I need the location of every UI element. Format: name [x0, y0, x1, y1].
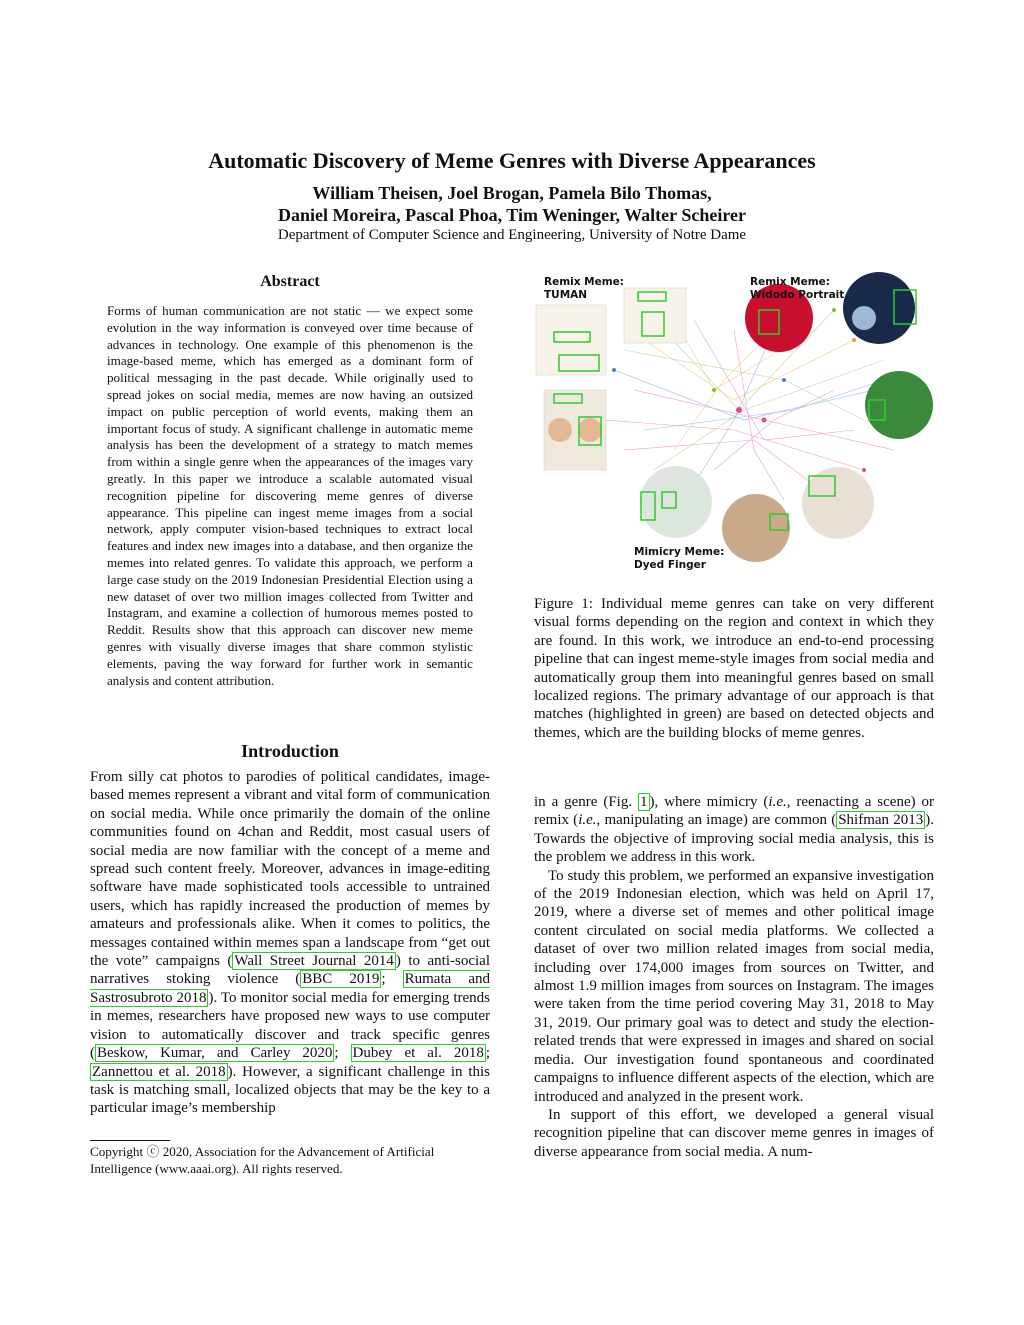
label-widodo-line-1: Remix Meme:: [750, 276, 831, 288]
citation-separator: ;: [485, 1045, 490, 1062]
body-text-e: ). Towards the objective of improving social media analysis, this is the problem we address in this work.: [534, 812, 934, 866]
label-tuman: [544, 276, 624, 302]
body-paragraph-2: To study this problem, we performed an expansive investigation of the 2019 Indonesian election, which was held on April 17, 2019, where a diverse set of memes and other political image content circulated on social media platforms. We collected a dataset of over two million related images from social media, including over 174,000 images from sources on Twitter, and almost 1.9 million images from sources on Instagram. The images were taken from the time period covering May 31, 2018 to May 31, 2019. Our primary goal was to detect and study the election-related trends that were expressed in images and shared on social media. Our investigation found spontaneous and coordinated campaigns to influence different aspects of the election, which are introduced and analyzed in the present work.: [534, 867, 934, 1105]
introduction-paragraph: [90, 768, 490, 1118]
citation-bbc-2019[interactable]: BBC 2019: [302, 971, 380, 988]
label-dyed-finger-line-1: Mimicry Meme:: [634, 546, 725, 558]
citation-wsj-2014[interactable]: Wall Street Journal 2014: [234, 953, 394, 970]
copyright-footnote: Copyright ⓒ 2020, Association for the Advancement of Artificial Intelligence (www.aaai.org). All rights reserved.: [90, 1144, 435, 1176]
intro-text-a: From silly cat photos to parodies of political candidates, image-based memes represent a vibrant and vital form of communication on social media. While once primarily the domain of the online communities found on 4chan and Reddit, most casual users of social media are now familiar with the concept of a meme and spread such content freely. Moreover, advances in image-editing software have made sophisticated tools accessible to untrained users, which has rapidly increased the production of memes by amateurs and professionals alike. When it comes to politics, the messages contained within memes span a landscape from “get out the vote” campaigns (: [90, 769, 490, 970]
citation-shifman-2013[interactable]: Shifman 2013: [838, 812, 924, 829]
footnote-rule: [90, 1140, 170, 1141]
body-text-a: in a genre (Fig.: [534, 794, 638, 810]
abstract-heading: Abstract: [260, 273, 320, 290]
introduction-heading: Introduction: [241, 741, 339, 761]
tuman-meme-thumbnails: [536, 288, 686, 470]
citation-rumata-2018[interactable]: Rumata and Sastrosubroto 2018: [90, 971, 490, 1006]
figure-1-caption: Figure 1: Individual meme genres can take on very different visual forms depending on the region and context in which they are found. In this work, we introduce an end-to-end processing pipeline that can ingest meme-style images from social media and automatically group them into meaningful genres based on small localized regions. The primary advantage of our approach is that matches (highlighted in green) are based on detected objects and themes, which are the building blocks of meme genres.: [534, 596, 934, 741]
paper-title: Automatic Discovery of Meme Genres with Diverse Appearances: [208, 148, 816, 173]
authors-line-2: Daniel Moreira, Pascal Phoa, Tim Weninger, Walter Scheirer: [278, 205, 746, 225]
citation-separator: ;: [334, 1045, 351, 1062]
label-tuman-line-2: TUMAN: [544, 289, 588, 301]
affiliation: Department of Computer Science and Engineering, University of Notre Dame: [277, 227, 747, 243]
authors-line-1: William Theisen, Joel Brogan, Pamela Bilo Thomas,: [312, 183, 712, 203]
right-column-body: [534, 793, 934, 1161]
intro-text-d: ). However, a significant challenge in this task is matching small, localized objects that may be the key to a particular image’s membership: [90, 1063, 490, 1117]
intro-text-c: ). To monitor social media for emerging trends in memes, researchers have proposed new ways to use computer vision to automatically discover and track specific genres (: [90, 989, 490, 1062]
label-widodo: [750, 276, 844, 302]
figure-reference-link[interactable]: 1: [640, 794, 648, 810]
figure-1-graphic: [534, 270, 934, 576]
body-paragraph-1: [534, 793, 934, 867]
body-text-b: ), where mimicry (: [649, 794, 769, 810]
introduction-text: [90, 768, 490, 1118]
citation-zannettou-2018[interactable]: Zannettou et al. 2018: [92, 1063, 226, 1080]
citation-dubey-2018[interactable]: Dubey et al. 2018: [352, 1045, 484, 1062]
body-paragraph-3: In support of this effort, we developed a general visual recognition pipeline that can discover meme genres in images of diverse appearance from social media. A num-: [534, 1106, 934, 1160]
label-dyed-finger: [634, 546, 724, 572]
intro-text-b: ) to anti-social narratives stoking violence (: [90, 953, 490, 988]
ie-abbrev: i.e.: [578, 812, 597, 829]
author-list: [0, 182, 1024, 226]
figure-1: [534, 270, 934, 576]
citation-beskow-2020[interactable]: Beskow, Kumar, and Carley 2020: [97, 1045, 333, 1062]
ie-abbrev: i.e.: [768, 794, 787, 810]
label-widodo-line-2: Widodo Portrait: [750, 289, 845, 301]
label-tuman-line-1: Remix Meme:: [544, 276, 625, 288]
body-text-c: , reenacting a scene) or remix (: [534, 794, 935, 829]
abstract-text: Forms of human communication are not static — we expect some evolution in the way information is conveyed over time because of advances in technology. One example of this phenomenon is the image-based meme, which has emerged as a dominant form of political messaging in the past decade. While originally used to spread jokes on social media, memes are now having an outsized impact on public perception of world events, making them an important focus of study. A significant challenge in automatic meme analysis has been the development of a strategy to match memes from within a single genre when the appearances of the images vary greatly. In this paper we introduce a scalable automated visual recognition pipeline for discovering meme genres of diverse appearance. This pipeline can ingest meme images from a social network, apply computer vision-based techniques to extract local features and index new images into a database, and then organize the memes into related genres. To validate this approach, we perform a large case study on the 2019 Indonesian Presidential Election using a new dataset of over two million images collected from Twitter and Instagram, and examine a collection of humorous memes posted to Reddit. Results show that this approach can discover new meme genres with visually diverse images that share common stylistic elements, paving the way forward for further work in semantic analysis and content attribution.: [107, 303, 473, 688]
citation-separator: ;: [381, 971, 403, 988]
body-text-d: , manipulating an image) are common (: [596, 812, 837, 829]
label-dyed-finger-line-2: Dyed Finger: [634, 559, 706, 571]
